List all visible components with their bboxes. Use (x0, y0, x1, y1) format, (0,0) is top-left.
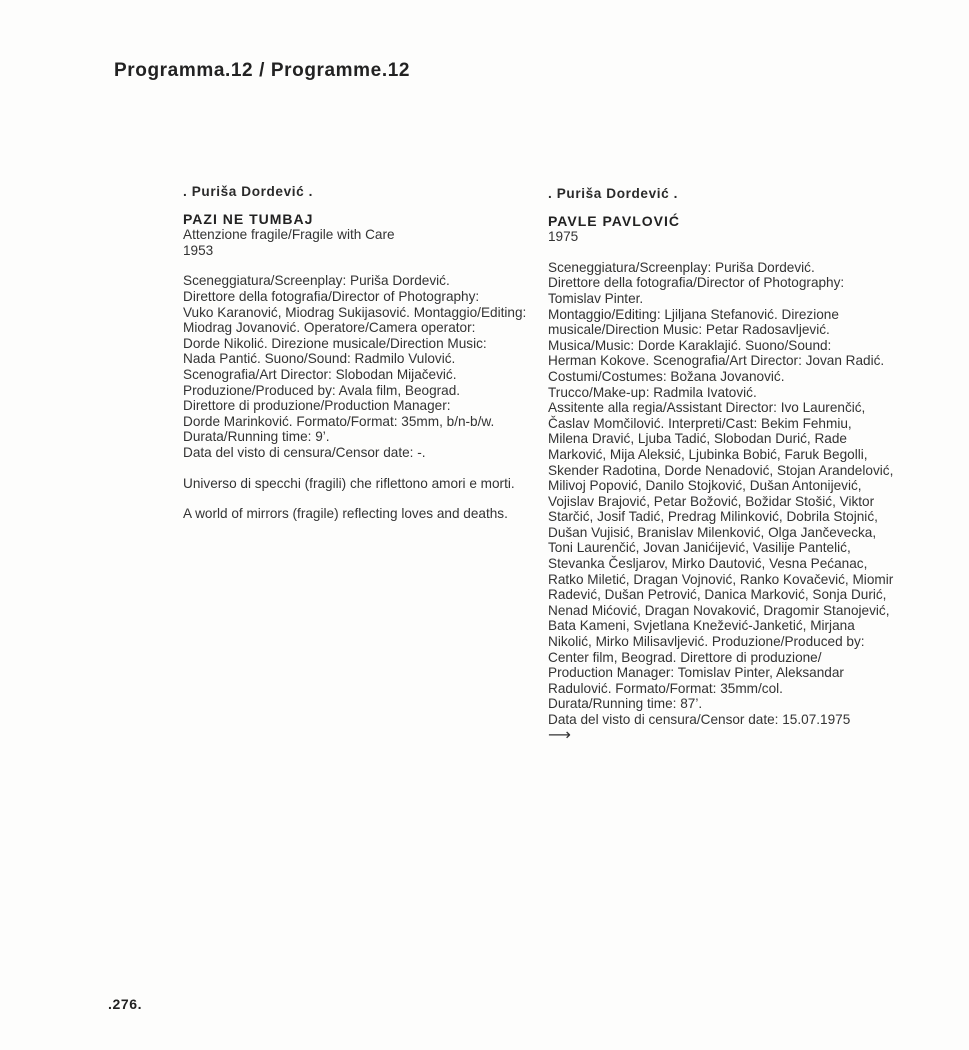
credits-line: Vuko Karanović, Miodrag Sukijasović. Montaggio/Editing: (183, 304, 527, 320)
film-credits (183, 273, 543, 460)
film-entry-right (548, 186, 898, 744)
credits-line: Dušan Vujisić, Branislav Milenković, Olga Jančevecka, (548, 524, 877, 540)
credits-line: Dorde Marinković. Formato/Format: 35mm, b/n-b/w. (183, 413, 495, 429)
credits-line: Milivoj Popović, Danilo Stojković, Dušan Antonijević, (548, 478, 862, 494)
continue-arrow-icon: ⟶ (548, 726, 571, 744)
film-description (183, 476, 543, 522)
credits-line: Data del visto di censura/Censor date: -. (183, 444, 426, 460)
credits-line: Trucco/Make-up: Radmila Ivatović. (548, 384, 757, 400)
credits-line: Ratko Miletić, Dragan Vojnović, Ranko Kovačević, Miomir (548, 571, 894, 587)
credits-line: Miodrag Jovanović. Operatore/Camera operator: (183, 320, 476, 336)
credits-line: Skender Radotina, Dorde Nenadović, Stojan Arandelović, (548, 462, 894, 478)
credits-line: Produzione/Produced by: Avala film, Beograd. (183, 382, 461, 398)
credits-line: Stevanka Česljarov, Mirko Dautović, Vesna Pećanac, (548, 556, 868, 572)
credits-line: Data del visto di censura/Censor date: 15.07.1975 (548, 712, 851, 727)
film-title: PAVLE PAVLOVIĆ (548, 212, 680, 229)
page-header-title: Programma.12 / Programme.12 (114, 60, 411, 81)
credits-line: Sceneggiatura/Screenplay: Puriša Dordević. (548, 259, 815, 275)
credits-line: Radulović. Formato/Format: 35mm/col. (548, 680, 783, 696)
credits-line: Direttore di produzione/Production Manager: (183, 398, 451, 414)
credits-line: Durata/Running time: 9’. (183, 429, 330, 445)
credits-line: Center film, Beograd. Direttore di produzione/ (548, 649, 822, 665)
credits-line: Costumi/Costumes: Božana Jovanović. (548, 368, 785, 384)
credits-line: Toni Laurenčić, Jovan Janićijević, Vasilije Pantelić, (548, 540, 851, 556)
credits-line: Tomislav Pinter. (548, 290, 644, 306)
credits-line: Dorde Nikolić. Direzione musicale/Direction Music: (183, 335, 487, 351)
description-italian: Universo di specchi (fragili) che riflettono amori e morti. (183, 475, 515, 491)
credits-line: Herman Kokove. Scenografia/Art Director: Jovan Radić. (548, 353, 885, 369)
description-english: A world of mirrors (fragile) reflecting loves and deaths. (183, 506, 508, 522)
credits-line: Nada Pantić. Suono/Sound: Radmilo Vulović. (183, 351, 456, 367)
director-name: . Puriša Dordević . (183, 184, 314, 199)
credits-line: Direttore della fotografia/Director of Photography: (548, 275, 845, 291)
credits-line: Nenad Mićović, Dragan Novaković, Dragomir Stanojević, (548, 602, 890, 618)
film-entry-left (183, 184, 543, 537)
page-number: .276. (108, 996, 143, 1012)
film-credits (548, 260, 898, 728)
credits-line: Časlav Momčilović. Interpreti/Cast: Bekim Fehmiu, (548, 415, 852, 431)
credits-line: Musica/Music: Dorde Karaklajić. Suono/Sound: (548, 337, 832, 353)
film-year: 1953 (183, 242, 214, 258)
credits-line: Production Manager: Tomislav Pinter, Aleksandar (548, 665, 844, 681)
credits-line: Radević, Dušan Petrović, Danica Marković, Sonja Durić, (548, 587, 887, 603)
credits-line: Sceneggiatura/Screenplay: Puriša Dordević. (183, 273, 450, 289)
film-subtitle: Attenzione fragile/Fragile with Care (183, 227, 395, 243)
film-title: PAZI NE TUMBAJ (183, 210, 314, 227)
credits-line: Scenografia/Art Director: Slobodan Mijačević. (183, 366, 457, 382)
credits-line: Milena Dravić, Ljuba Tadić, Slobodan Durić, Rade (548, 431, 847, 447)
credits-line: Assitente alla regia/Assistant Director: Ivo Laurenčić, (548, 400, 866, 416)
credits-line: Bata Kameni, Svjetlana Knežević-Janketić, Mirjana (548, 618, 855, 634)
credits-line: Direttore della fotografia/Director of Photography: (183, 288, 480, 304)
credits-line: Nikolić, Mirko Milisavljević. Produzione/Produced by: (548, 634, 865, 650)
film-year: 1975 (548, 229, 579, 245)
credits-line: Durata/Running time: 87’. (548, 696, 703, 712)
credits-line: Montaggio/Editing: Ljiljana Stefanović. Direzione (548, 306, 839, 322)
credits-line: Starčić, Josif Tadić, Predrag Milinković, Dobrila Stojnić, (548, 509, 878, 525)
credits-line: Marković, Mija Aleksić, Ljubinka Bobić, Faruk Begolli, (548, 446, 868, 462)
credits-line: Vojislav Brajović, Petar Božović, Božidar Stošić, Viktor (548, 493, 875, 509)
director-name: . Puriša Dordević . (548, 186, 679, 201)
credits-line: musicale/Direction Music: Petar Radosavljević. (548, 322, 830, 338)
